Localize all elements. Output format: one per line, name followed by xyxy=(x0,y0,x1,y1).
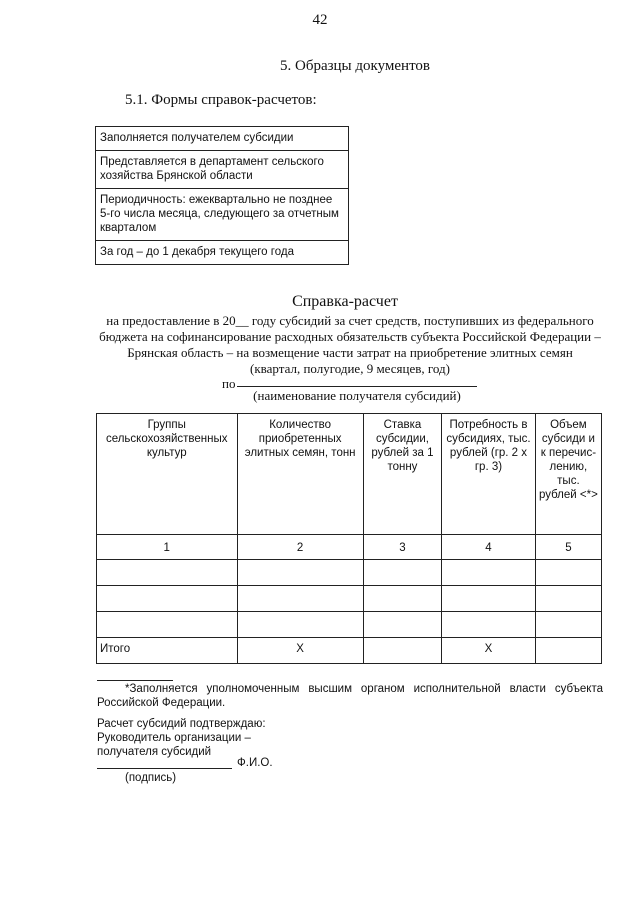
table-cell xyxy=(237,560,363,586)
confirmation-line: Руководитель организации – xyxy=(97,732,251,744)
confirmation-line: получателя субсидий xyxy=(97,746,212,758)
column-number-row xyxy=(97,535,602,560)
po-label: по xyxy=(222,376,236,391)
info-row-filler: Заполняется получателем субсидии xyxy=(96,127,348,151)
recipient-hint: (наименование получателя субсидий) xyxy=(253,388,461,403)
total-label: Итого xyxy=(97,638,238,664)
total-cell: X xyxy=(442,638,536,664)
header-subsidy-rate: Ставка субсидии, рублей за 1 тонну xyxy=(363,414,441,535)
info-box xyxy=(95,126,349,265)
column-number: 3 xyxy=(363,535,441,560)
table-cell xyxy=(442,560,536,586)
total-cell xyxy=(535,638,601,664)
column-number: 5 xyxy=(535,535,601,560)
table-cell xyxy=(442,612,536,638)
header-seed-quantity: Количество приобретенных элитных семян, тонн xyxy=(237,414,363,535)
table-cell xyxy=(535,612,601,638)
table-header-row xyxy=(97,414,602,535)
table-row xyxy=(97,612,602,638)
table-cell xyxy=(535,560,601,586)
recipient-blank-line xyxy=(237,386,477,387)
table-cell xyxy=(363,560,441,586)
section-title: 5. Образцы документов xyxy=(279,58,431,74)
info-row-recipient: Представляется в департамент сельского хозяйства Брянской области xyxy=(96,151,348,189)
page-number: 42 xyxy=(312,12,328,28)
table-cell xyxy=(97,612,238,638)
header-transfer-volume: Объем субсиди и к перечис-лению, тыс. рублей <*> xyxy=(535,414,601,535)
signature-caption: (подпись) xyxy=(125,772,177,784)
subsection-title: 5.1. Формы справок-расчетов: xyxy=(125,92,317,108)
total-row xyxy=(97,638,602,664)
table-cell xyxy=(237,612,363,638)
signature-line xyxy=(97,768,232,769)
table-cell xyxy=(535,586,601,612)
table-cell xyxy=(97,560,238,586)
table-row xyxy=(97,560,602,586)
fio-label: Ф.И.О. xyxy=(237,757,273,769)
document-title: Справка-расчет xyxy=(292,293,398,310)
table-row xyxy=(97,586,602,612)
info-row-periodicity: Периодичность: ежеквартально не позднее 5-го числа месяца, следующего за отчетным кварталом xyxy=(96,189,348,241)
confirmation-block xyxy=(97,717,266,759)
footnote: *Заполняется уполномоченным высшим органом исполнительной власти субъекта Российской Федерации. xyxy=(97,683,603,709)
period-note: (квартал, полугодие, 9 месяцев, год) xyxy=(250,361,450,376)
column-number: 4 xyxy=(442,535,536,560)
confirmation-line: Расчет субсидий подтверждаю: xyxy=(97,718,266,730)
table-cell xyxy=(97,586,238,612)
header-subsidy-need: Потребность в субсидиях, тыс. рублей (гр. 2 х гр. 3) xyxy=(442,414,536,535)
info-row-annual: За год – до 1 декабря текущего года xyxy=(100,246,294,258)
table-cell xyxy=(363,612,441,638)
header-crop-groups: Группы сельскохозяйственных культур xyxy=(97,414,238,535)
column-number: 2 xyxy=(237,535,363,560)
document-subtitle: на предоставление в 20__ году субсидий за счет средств, поступивших из федерального бюджета на софинансирование расходных обязательств субъекта Российской Федерации – Брянская область – на возмещение части затрат на приобретение элитных семян xyxy=(99,313,601,360)
column-number: 1 xyxy=(97,535,238,560)
total-cell: X xyxy=(237,638,363,664)
table-cell xyxy=(442,586,536,612)
calculation-table xyxy=(96,413,602,664)
table-cell xyxy=(363,586,441,612)
total-cell xyxy=(363,638,441,664)
table-cell xyxy=(237,586,363,612)
footnote-rule xyxy=(97,680,173,681)
